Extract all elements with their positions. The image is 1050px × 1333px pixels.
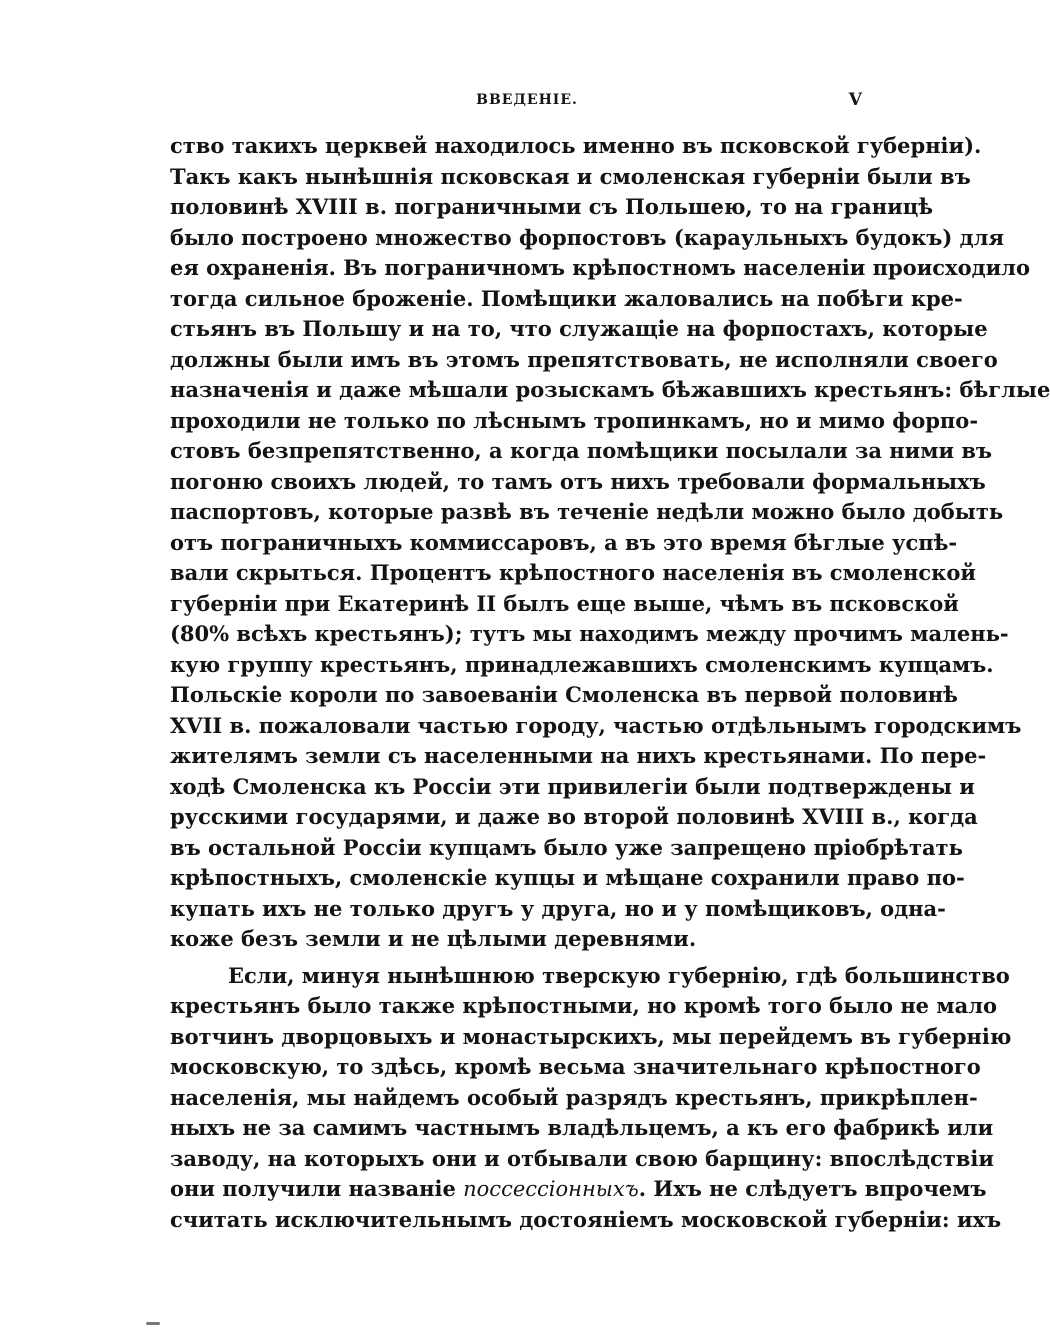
italic-term: поссессіонныхъ: [463, 1177, 639, 1201]
text-line: было построено множество форпостовъ (караульныхъ будокъ) для: [170, 224, 1004, 250]
text-line: должны были имъ въ этомъ препятствовать, не исполняли своего: [170, 346, 998, 372]
page-number: V: [848, 90, 862, 110]
paragraph-2: [170, 961, 1012, 1236]
line-segment: они получили названіе: [170, 1176, 464, 1201]
text-line: Если, минуя нынѣшнюю тверскую губернію, гдѣ большинство: [228, 962, 1010, 988]
text-line: жителямъ земли съ населенными на нихъ крестьянами. По пере-: [170, 743, 987, 768]
text-line: ея охраненія. Въ пограничномъ крѣпостномъ населеніи происходило: [170, 255, 1030, 280]
text-line: назначенія и даже мѣшали розыскамъ бѣжавшихъ крестьянъ: бѣглые: [170, 377, 1050, 402]
text-line: вали скрыться. Процентъ крѣпостного населенія въ смоленской: [170, 560, 976, 585]
text-line: ство такихъ церквей находилось именно въ псковской губерніи).: [170, 133, 982, 158]
text-line: въ остальной Россіи купцамъ было уже запрещено пріобрѣтать: [170, 834, 963, 860]
text-line: крестьянъ было также крѣпостными, но кромѣ того было не мало: [170, 993, 998, 1018]
text-line: кую группу крестьянъ, принадлежавшихъ смоленскимъ купцамъ.: [170, 651, 994, 677]
text-line: стьянъ въ Польшу и на то, что служащіе на форпостахъ, которые: [170, 316, 988, 341]
text-line: Такъ какъ нынѣшнія псковская и смоленская губерніи были въ: [170, 163, 971, 189]
text-line: (80% всѣхъ крестьянъ); тутъ мы находимъ между прочимъ малень-: [170, 621, 1009, 646]
text-line: московскую, то здѣсь, кромѣ весьма значительнаго крѣпостного: [170, 1054, 981, 1079]
text-line: погоню своихъ людей, то тамъ отъ нихъ требовали формальныхъ: [170, 468, 986, 494]
text-line: заводу, на которыхъ они и отбывали свою барщину: впослѣдствіи: [170, 1145, 994, 1171]
text-line: купать ихъ не только другъ у друга, но и у помѣщиковъ, одна-: [170, 895, 946, 921]
print-speck: [146, 1322, 160, 1325]
text-line: половинѣ XVIII в. пограничными съ Польшею, то на границѣ: [170, 194, 933, 219]
line-segment: . Ихъ не слѣдуетъ впрочемъ: [638, 1176, 987, 1201]
text-line: проходили не только по лѣснымъ тропинкамъ, но и мимо форпо-: [170, 407, 979, 433]
text-line: отъ пограничныхъ коммиссаровъ, а въ это время бѣглые успѣ-: [170, 529, 958, 555]
text-line: паспортовъ, которые развѣ въ теченіе недѣли можно было добыть: [170, 499, 1004, 524]
text-line: коже безъ земли и не цѣлыми деревнями.: [170, 926, 697, 951]
text-line: вотчинъ дворцовыхъ и монастырскихъ, мы перейдемъ въ губернію: [170, 1023, 1012, 1049]
text-line: губерніи при Екатеринѣ II былъ еще выше, чѣмъ въ псковской: [170, 590, 959, 616]
text-line: населенія, мы найдемъ особый разрядъ крестьянъ, прикрѣплен-: [170, 1084, 978, 1110]
text-line: Польскіе короли по завоеваніи Смоленска въ первой половинѣ: [170, 682, 958, 707]
text-line: стовъ безпрепятственно, а когда помѣщики посылали за ними въ: [170, 438, 993, 463]
text-line: считать исключительнымъ достояніемъ московской губерніи: ихъ: [170, 1206, 1002, 1232]
text-line: ходѣ Смоленска къ Россіи эти привилегіи были подтверждены и: [170, 773, 975, 799]
body-text: [170, 131, 1050, 1235]
text-line: крѣпостныхъ, смоленскіе купцы и мѣщане сохранили право по-: [170, 865, 965, 890]
running-header: [172, 88, 862, 112]
text-line: XVII в. пожаловали частью городу, частью отдѣльнымъ городскимъ: [170, 712, 1022, 738]
text-line: ныхъ не за самимъ частнымъ владѣльцемъ, а къ его фабрикѣ или: [170, 1115, 994, 1140]
paragraph-1: [170, 131, 1050, 955]
text-line: [170, 1174, 987, 1205]
text-line: русскими государями, и даже во второй половинѣ XVIII в., когда: [170, 804, 978, 829]
chapter-title: ВВЕДЕНІЕ.: [476, 92, 578, 108]
text-line: тогда сильное броженіе. Помѣщики жаловались на побѣги кре-: [170, 285, 963, 311]
